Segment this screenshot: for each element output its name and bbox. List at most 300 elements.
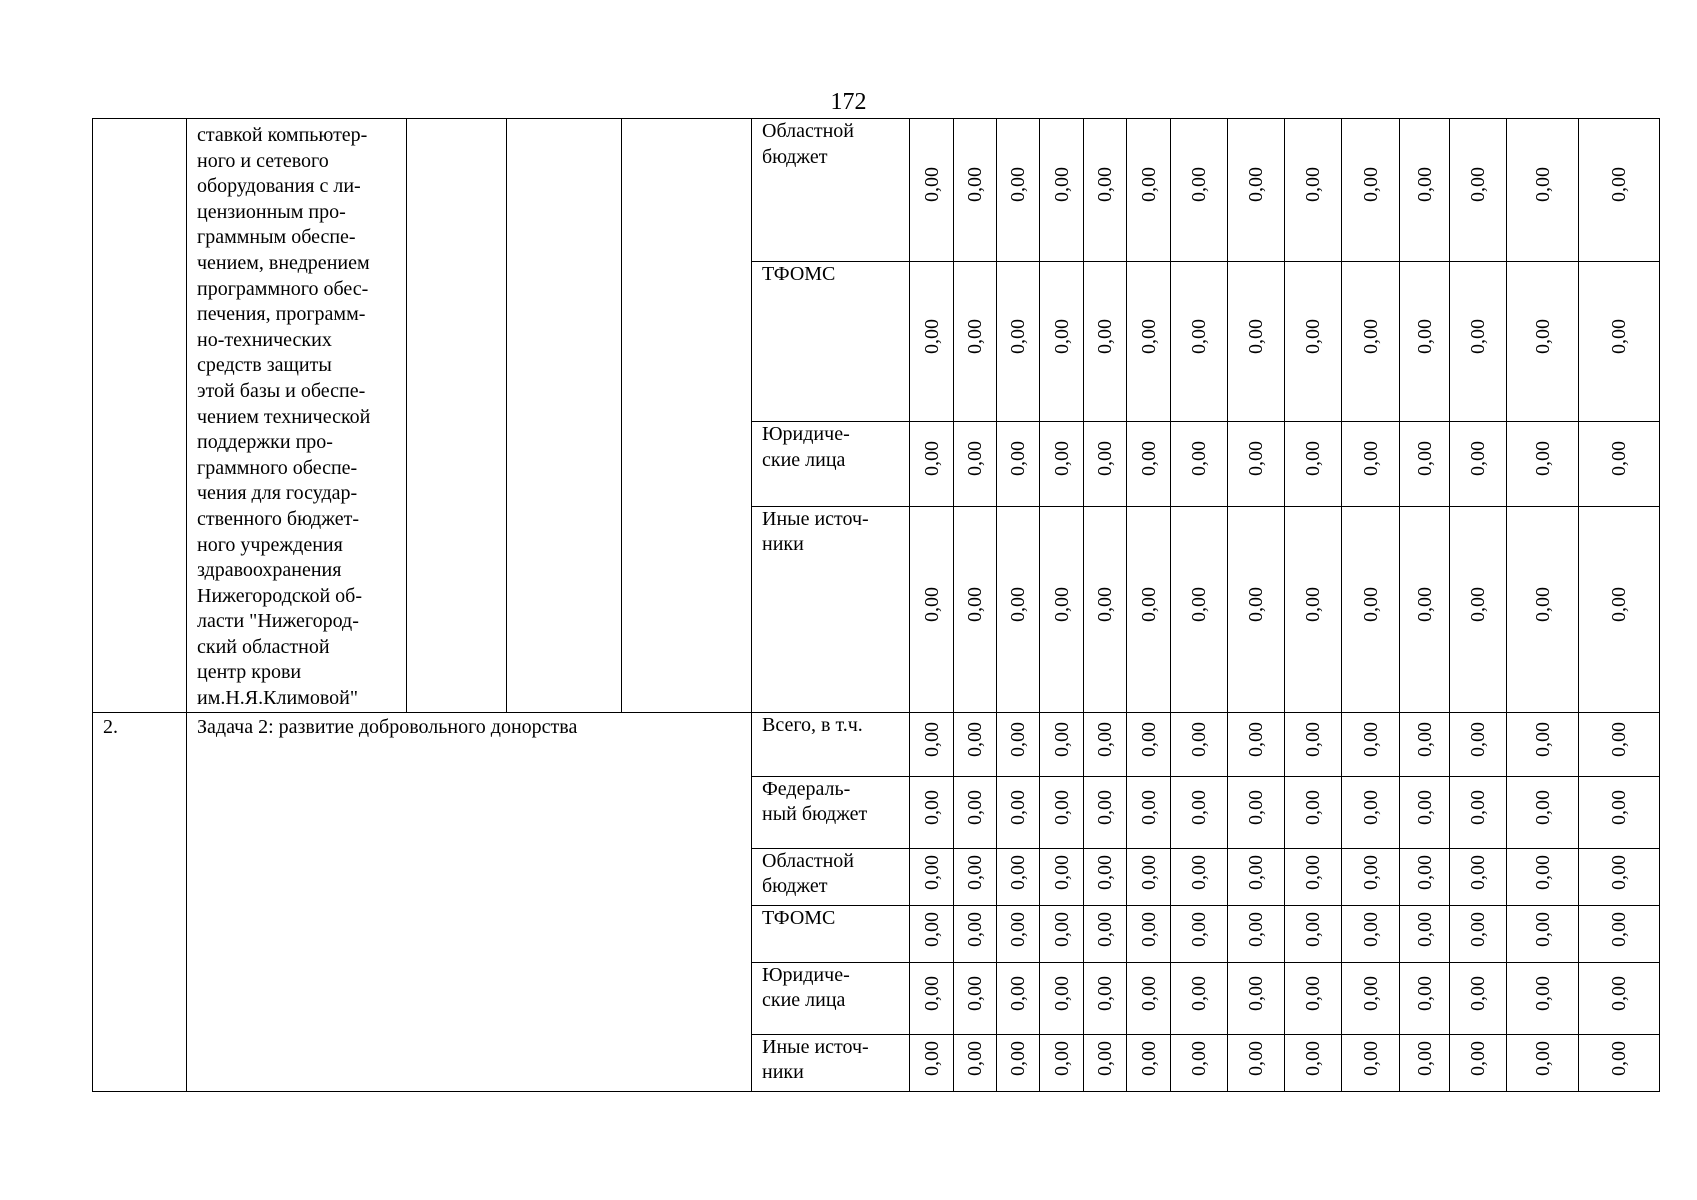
value-cell [1127,1034,1171,1091]
value-text: 0,00 [1094,441,1116,477]
value-cell [1040,261,1084,422]
value-text: 0,00 [1094,975,1116,1011]
value-cell [1400,422,1450,506]
value-cell [1579,119,1660,262]
value-cell [1171,848,1228,905]
value-text: 0,00 [1359,1040,1382,1076]
value-text: 0,00 [1245,167,1267,202]
value-text: 0,00 [1007,975,1029,1011]
value-text: 0,00 [1007,911,1029,947]
value-cell [1285,905,1342,962]
value-text: 0,00 [1467,721,1489,757]
value-cell [1084,506,1127,712]
value-cell [1285,962,1342,1034]
value-text: 0,00 [1245,1040,1267,1076]
value-text: 0,00 [1413,167,1436,202]
value-cell [1450,506,1507,712]
value-text: 0,00 [1137,854,1160,890]
value-cell [1342,261,1400,422]
value-text: 0,00 [1359,975,1382,1011]
value-cell [1579,1034,1660,1091]
value-cell [910,776,954,848]
source-label [752,777,909,828]
value-text: 0,00 [1302,441,1324,477]
value-cell [1342,776,1400,848]
value-text: 0,00 [1531,789,1554,825]
source-label-line: Юридиче- [762,963,850,986]
value-cell [1228,776,1285,848]
value-text: 0,00 [1531,911,1554,947]
value-text: 0,00 [1137,721,1160,757]
value-cell [1127,261,1171,422]
value-cell [1171,712,1228,776]
source-label [752,119,909,170]
value-text: 0,00 [1245,318,1267,354]
value-cell [1507,119,1579,262]
value-cell [1127,962,1171,1034]
value-cell [1450,261,1507,422]
task-index: 2. [103,715,118,738]
activity-description-line: оборудования с ли- [197,175,361,198]
value-text: 0,00 [1467,854,1489,890]
source-cell [752,506,910,712]
value-cell [1084,962,1127,1034]
value-cell [910,422,954,506]
value-cell [954,712,997,776]
source-label [752,1035,909,1086]
value-cell [1342,506,1400,712]
value-cell [1400,1034,1450,1091]
value-text: 0,00 [1245,911,1267,947]
value-cell [1084,261,1127,422]
value-cell [954,422,997,506]
value-text: 0,00 [1467,318,1489,354]
value-text: 0,00 [1359,318,1382,354]
source-label-line: бюджет [762,875,828,898]
value-text: 0,00 [1188,441,1210,477]
value-text: 0,00 [920,441,943,477]
value-text: 0,00 [1050,789,1073,825]
value-text: 0,00 [1050,721,1073,757]
empty-cell [407,119,507,713]
value-text: 0,00 [1188,721,1210,757]
source-label-line: Юридиче- [762,423,850,446]
value-cell [1342,119,1400,262]
value-cell [954,962,997,1034]
activity-description-line: ственного бюджет- [197,507,360,530]
value-text: 0,00 [964,789,986,825]
value-text: 0,00 [1245,441,1267,477]
value-text: 0,00 [1137,789,1160,825]
value-text: 0,00 [1188,586,1210,622]
value-cell [910,506,954,712]
value-cell [1171,261,1228,422]
value-text: 0,00 [1245,586,1267,622]
value-text: 0,00 [1608,789,1630,825]
value-cell [1342,422,1400,506]
source-label-line: ники [762,533,804,556]
activity-description-line: ский областной [197,635,330,658]
value-cell [1579,261,1660,422]
source-label-line: ские лица [762,989,846,1012]
source-label-line: Областной [762,849,855,872]
value-cell [1507,905,1579,962]
value-text: 0,00 [1050,1040,1073,1076]
value-cell [1507,776,1579,848]
table-body [93,119,1660,1092]
value-cell [910,905,954,962]
value-text: 0,00 [1050,586,1073,622]
value-text: 0,00 [1413,721,1436,757]
value-text: 0,00 [1007,586,1029,622]
value-cell [1171,962,1228,1034]
task-title: Задача 2: развитие добровольного донорства [197,715,578,738]
value-text: 0,00 [920,789,943,825]
empty-cell [507,119,622,713]
value-text: 0,00 [1094,1040,1116,1076]
value-text: 0,00 [1050,167,1073,202]
value-text: 0,00 [1094,586,1116,622]
value-cell [1040,1034,1084,1091]
value-text: 0,00 [920,167,943,202]
value-cell [910,712,954,776]
value-cell [1084,848,1127,905]
source-label [752,422,909,473]
value-cell [1040,422,1084,506]
value-cell [910,119,954,262]
value-cell [910,848,954,905]
value-text: 0,00 [1050,441,1073,477]
value-cell [1127,712,1171,776]
source-cell [752,962,910,1034]
value-text: 0,00 [1413,441,1436,477]
value-text: 0,00 [1188,167,1210,202]
source-label-line: Областной [762,120,855,142]
value-cell [1171,1034,1228,1091]
value-text: 0,00 [1302,789,1324,825]
value-text: 0,00 [1188,911,1210,947]
value-cell [954,506,997,712]
value-text: 0,00 [1467,789,1489,825]
table-row [93,712,1660,776]
value-cell [1507,261,1579,422]
value-cell [1285,712,1342,776]
value-text: 0,00 [1467,911,1489,947]
value-cell [1342,1034,1400,1091]
value-cell [954,776,997,848]
value-cell [1285,422,1342,506]
source-cell [752,1034,910,1091]
value-cell [1171,506,1228,712]
value-text: 0,00 [1359,854,1382,890]
value-cell [1084,905,1127,962]
source-label-line: Иные источ- [762,1035,869,1058]
value-cell [997,712,1040,776]
value-text: 0,00 [1188,1040,1210,1076]
value-cell [1127,422,1171,506]
activity-description-cell [187,119,407,713]
value-text: 0,00 [964,854,986,890]
source-label [752,906,909,932]
value-cell [1285,119,1342,262]
value-cell [1040,776,1084,848]
value-cell [997,119,1040,262]
source-label-line: ный бюджет [762,803,868,826]
empty-cell [622,119,752,713]
value-text: 0,00 [1608,721,1630,757]
value-text: 0,00 [1608,975,1630,1011]
value-cell [1171,905,1228,962]
value-text: 0,00 [1359,167,1382,202]
value-cell [1450,905,1507,962]
value-cell [1228,119,1285,262]
value-cell [1507,1034,1579,1091]
value-cell [1342,712,1400,776]
source-cell [752,905,910,962]
value-text: 0,00 [1608,318,1630,354]
value-cell [997,422,1040,506]
value-cell [1450,962,1507,1034]
value-cell [1507,962,1579,1034]
value-text: 0,00 [920,1040,943,1076]
source-label-line: ТФОМС [762,262,836,285]
source-cell [752,119,910,262]
value-text: 0,00 [1302,167,1324,202]
value-text: 0,00 [1608,1040,1630,1076]
value-text: 0,00 [1050,975,1073,1011]
value-text: 0,00 [1531,721,1554,757]
value-text: 0,00 [1007,441,1029,477]
source-cell [752,712,910,776]
value-text: 0,00 [964,721,986,757]
value-text: 0,00 [964,167,986,202]
source-cell [752,422,910,506]
value-cell [1400,962,1450,1034]
value-cell [1228,506,1285,712]
value-cell [910,1034,954,1091]
value-cell [1040,119,1084,262]
activity-description-line: этой базы и обеспе- [197,379,366,402]
value-cell [1507,848,1579,905]
value-cell [1400,848,1450,905]
value-text: 0,00 [1007,854,1029,890]
activity-description-line: ставкой компьютер- [197,124,368,146]
activity-description-line: поддержки про- [197,431,333,454]
value-cell [1400,905,1450,962]
source-cell [752,776,910,848]
value-text: 0,00 [1359,721,1382,757]
value-cell [1127,905,1171,962]
value-text: 0,00 [1137,975,1160,1011]
value-text: 0,00 [1188,854,1210,890]
activity-description-line: здравоохранения [197,559,342,582]
activity-description-line: им.Н.Я.Климовой" [197,687,358,710]
value-cell [1450,776,1507,848]
value-cell [997,962,1040,1034]
value-text: 0,00 [1094,854,1116,890]
value-text: 0,00 [1188,975,1210,1011]
value-text: 0,00 [1007,167,1029,202]
value-text: 0,00 [920,854,943,890]
value-cell [1040,962,1084,1034]
value-text: 0,00 [1245,975,1267,1011]
value-cell [1400,712,1450,776]
value-text: 0,00 [1094,789,1116,825]
value-text: 0,00 [1413,911,1436,947]
source-label [752,849,909,900]
activity-description-line: центр крови [197,661,302,684]
activity-description-line: Нижегородской об- [197,584,362,607]
value-text: 0,00 [964,975,986,1011]
source-label-line: бюджет [762,145,828,168]
value-text: 0,00 [1359,911,1382,947]
activity-description-line: чением технической [197,405,371,428]
value-cell [1228,848,1285,905]
value-text: 0,00 [1413,789,1436,825]
budget-table [92,118,1660,1092]
value-cell [1084,776,1127,848]
source-label [752,963,909,1014]
value-text: 0,00 [1302,721,1324,757]
value-text: 0,00 [964,911,986,947]
value-cell [1507,422,1579,506]
value-cell [1400,776,1450,848]
value-text: 0,00 [1302,1040,1324,1076]
activity-description-line: граммного обеспе- [197,456,358,479]
value-text: 0,00 [1007,318,1029,354]
value-cell [1579,712,1660,776]
value-text: 0,00 [1413,854,1436,890]
value-cell [1450,712,1507,776]
value-text: 0,00 [1359,586,1382,622]
value-cell [1400,119,1450,262]
value-text: 0,00 [920,318,943,354]
value-cell [1400,261,1450,422]
activity-description-line: средств защиты [197,354,332,377]
value-text: 0,00 [1531,854,1554,890]
value-cell [1450,119,1507,262]
activity-description [187,119,406,712]
value-cell [910,261,954,422]
value-text: 0,00 [1467,1040,1489,1076]
value-text: 0,00 [1302,586,1324,622]
index-cell [93,119,187,713]
value-cell [1228,261,1285,422]
value-text: 0,00 [964,586,986,622]
value-text: 0,00 [1094,318,1116,354]
source-label-line: Всего, в т.ч. [762,713,863,736]
value-text: 0,00 [1302,854,1324,890]
value-cell [954,848,997,905]
value-cell [1450,1034,1507,1091]
value-cell [997,261,1040,422]
value-text: 0,00 [1413,975,1436,1011]
source-label-line: Федераль- [762,777,851,800]
value-cell [1579,422,1660,506]
value-text: 0,00 [1467,167,1489,202]
value-cell [1127,506,1171,712]
activity-description-line: граммным обеспе- [197,226,356,249]
value-text: 0,00 [1531,441,1554,477]
value-cell [1342,848,1400,905]
value-cell [1171,119,1228,262]
value-text: 0,00 [1608,854,1630,890]
value-cell [997,848,1040,905]
value-cell [1285,776,1342,848]
source-label-line: ТФОМС [762,906,836,929]
value-text: 0,00 [1359,789,1382,825]
value-cell [1228,422,1285,506]
value-cell [997,1034,1040,1091]
value-cell [1579,848,1660,905]
table-row [93,119,1660,262]
value-text: 0,00 [1359,441,1382,477]
source-label-line: ники [762,1061,804,1084]
value-cell [1285,506,1342,712]
value-text: 0,00 [1137,318,1160,354]
value-cell [1127,776,1171,848]
source-label [752,262,909,288]
value-cell [1579,962,1660,1034]
source-cell [752,848,910,905]
value-text: 0,00 [1050,318,1073,354]
value-text: 0,00 [1094,167,1116,202]
value-cell [997,506,1040,712]
task-title-cell [187,712,752,1091]
value-cell [1507,712,1579,776]
value-cell [1084,422,1127,506]
value-cell [1400,506,1450,712]
value-cell [1171,776,1228,848]
value-text: 0,00 [1467,975,1489,1011]
value-cell [1040,712,1084,776]
value-text: 0,00 [1413,586,1436,622]
value-text: 0,00 [1608,911,1630,947]
value-text: 0,00 [1531,975,1554,1011]
source-label-line: ские лица [762,448,846,471]
value-text: 0,00 [1007,721,1029,757]
activity-description-line: цензионным про- [197,200,346,223]
activity-description-line: печения, программ- [197,303,366,326]
activity-description-line: ласти "Нижегород- [197,610,359,633]
value-cell [1228,712,1285,776]
value-text: 0,00 [1007,1040,1029,1076]
source-cell [752,261,910,422]
value-cell [954,119,997,262]
value-text: 0,00 [964,318,986,354]
task-index-cell [93,712,187,1091]
value-text: 0,00 [1531,586,1554,622]
value-text: 0,00 [920,586,943,622]
activity-description-line: но-технических [197,328,332,351]
value-cell [1228,1034,1285,1091]
value-cell [1040,848,1084,905]
value-text: 0,00 [1094,721,1116,757]
value-text: 0,00 [1137,167,1160,202]
value-cell [1342,905,1400,962]
value-text: 0,00 [1413,318,1436,354]
value-cell [997,776,1040,848]
value-text: 0,00 [1050,911,1073,947]
value-text: 0,00 [964,1040,986,1076]
source-label [752,507,909,558]
source-label-line: Иные источ- [762,507,869,530]
activity-description-line: чения для государ- [197,482,358,505]
value-text: 0,00 [1137,586,1160,622]
value-cell [1127,119,1171,262]
source-label [752,713,909,739]
value-text: 0,00 [1608,586,1630,622]
